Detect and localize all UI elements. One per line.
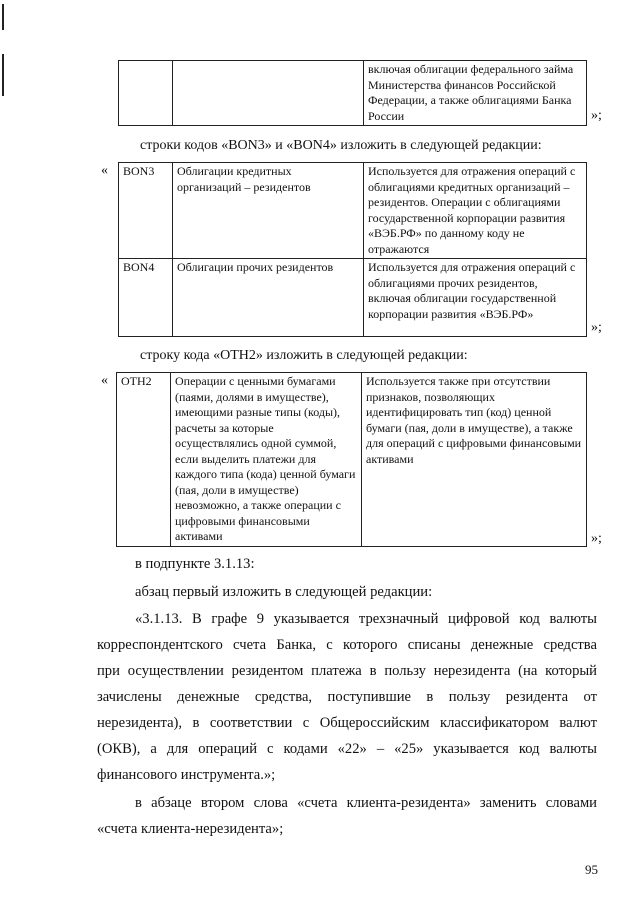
table-row [119, 61, 587, 126]
paragraph-line: при осуществлении резидентом платежа в пользу нерезидента (на который [97, 663, 597, 679]
table-row [119, 259, 587, 337]
table-continuation [118, 60, 587, 126]
code-cell: OTH2 [117, 373, 171, 547]
subpoint-line: в подпункте 3.1.13: [135, 556, 255, 572]
table-row [119, 163, 587, 259]
closing-quote: »; [591, 531, 602, 546]
scan-margin-mark [2, 4, 4, 30]
table-bon [118, 162, 587, 337]
paragraph-line: финансового инструмента.»; [97, 767, 276, 783]
note-cell: Используется для отражения операций с облигациями прочих резидентов, включая облигации государственной корпорации развития «ВЭБ.РФ» [364, 259, 587, 337]
paragraph-line: нерезидента), в соответствии с Общероссийским классификатором валют [97, 715, 597, 731]
code-cell: BON3 [119, 163, 173, 259]
name-cell: Облигации кредитных организаций – резидентов [173, 163, 364, 259]
note-cell: включая облигации федерального займа Министерства финансов Российской Федерации, а также облигациями Банка России [364, 61, 587, 126]
instruction-oth: строку кода «OTH2» изложить в следующей редакции: [140, 348, 468, 363]
page-number: 95 [585, 862, 598, 877]
closing-quote: »; [591, 108, 602, 123]
abzac-line: абзац первый изложить в следующей редакции: [135, 584, 433, 600]
paragraph-line: «3.1.13. В графе 9 указывается трехзначный цифровой код валюты [135, 611, 597, 627]
paragraph-line: «счета клиента-нерезидента»; [97, 821, 284, 837]
table-oth [116, 372, 587, 547]
scan-margin-mark [2, 54, 4, 96]
paragraph-line: в абзаце втором слова «счета клиента-резидента» заменить словами [135, 795, 597, 811]
table-row [117, 373, 587, 547]
closing-quote: »; [591, 320, 602, 335]
instruction-bon: строки кодов «BON3» и «BON4» изложить в следующей редакции: [140, 138, 542, 153]
paragraph-line: зачислены денежные средства, поступившие в пользу резидента от [97, 689, 597, 705]
opening-quote: « [101, 163, 108, 178]
name-cell [173, 61, 364, 126]
note-cell: Используется для отражения операций с облигациями кредитных организаций – резидентов. Операции с облигациями государственной корпорации развития «ВЭБ.РФ» по данному коду не отражаются [364, 163, 587, 259]
note-cell: Используется также при отсутствии признаков, позволяющих идентифицировать тип (код) ценной бумаги (пая, доли в имуществе), а также для операций с цифровыми финансовыми активами [362, 373, 587, 547]
paragraph-line: (ОКВ), а для операций с кодами «22» – «25» указывается код валюты [97, 741, 597, 757]
code-cell [119, 61, 173, 126]
name-cell: Операции с ценными бумагами (паями, долями в имуществе), имеющими разные типы (коды), расчеты за которые осуществлялись одной суммой, если выделить платежи для каждого типа (кода) ценной бумаги (пая, доли в имуществе) невозможно, а также операции с цифровыми финансовыми активами [171, 373, 362, 547]
opening-quote: « [101, 373, 108, 388]
code-cell: BON4 [119, 259, 173, 337]
name-cell: Облигации прочих резидентов [173, 259, 364, 337]
paragraph-line: корреспондентского счета Банка, с которого списаны денежные средства [97, 637, 597, 653]
